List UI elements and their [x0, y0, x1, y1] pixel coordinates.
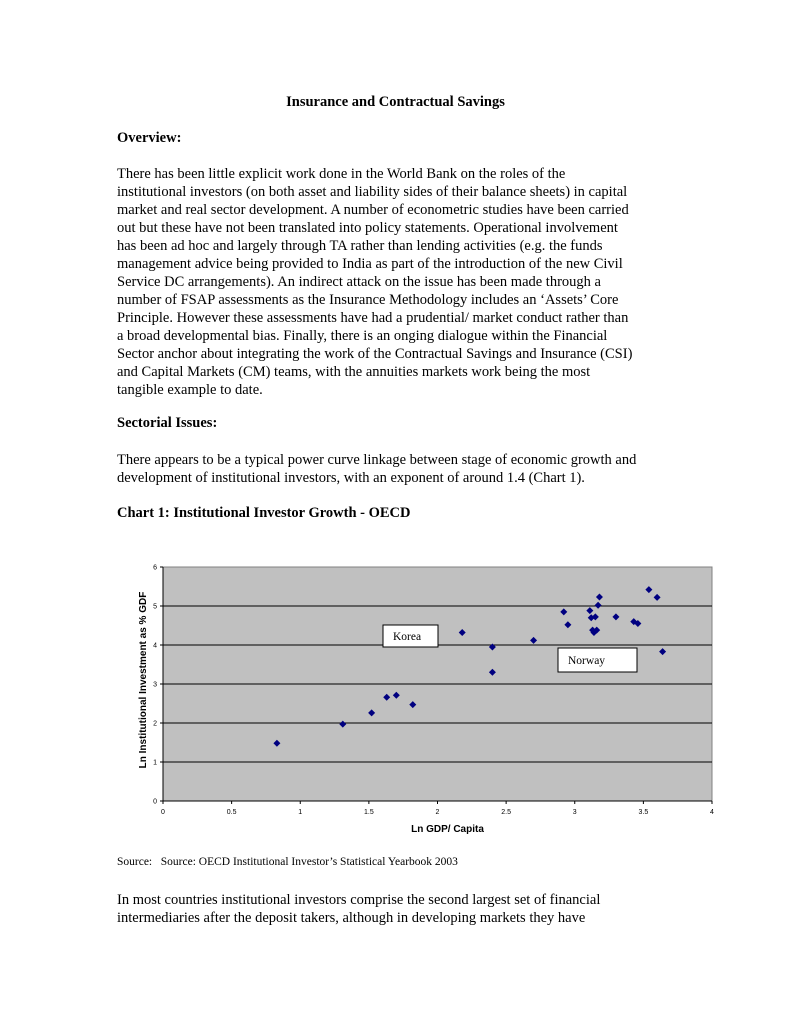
x-tick-label: 2.5	[501, 809, 511, 816]
y-tick-label: 3	[153, 681, 157, 689]
y-tick-label: 0	[153, 798, 157, 806]
overview-line: institutional investors (on both asset and liability sides of their balance sheets) in capital	[117, 184, 628, 200]
source-note	[117, 856, 458, 868]
annotation-label: Korea	[393, 631, 422, 643]
document-title: Insurance and Contractual Savings	[286, 94, 505, 110]
overview-line: market and real sector development. A number of econometric studies have been carried	[117, 202, 629, 218]
overview-line: Principle. However these assessments have had a prudential/ market conduct rather than	[117, 310, 629, 326]
x-tick-label: 2	[435, 809, 440, 816]
x-axis-title: Ln GDP/ Capita	[411, 824, 484, 835]
overview-line: has been ad hoc and largely through TA rather than lending activities (e.g. the funds	[117, 238, 603, 254]
y-tick-label: 4	[153, 642, 157, 650]
overview-line: a broad developmental bias. Finally, there is an onging dialogue within the Financial	[117, 328, 608, 344]
overview-line: There has been little explicit work done in the World Bank on the roles of the	[117, 166, 566, 182]
overview-line: Sector anchor about integrating the work of the Contractual Savings and Insurance (CSI)	[117, 346, 633, 362]
x-tick-label: 0.5	[226, 809, 237, 816]
y-tick-label: 5	[153, 603, 157, 611]
source-text: Source: OECD Institutional Investor’s Statistical Yearbook 2003	[160, 856, 458, 868]
closing-line: intermediaries after the deposit takers, although in developing markets they have	[117, 910, 586, 926]
x-tick-label: 4	[710, 809, 714, 816]
overview-heading: Overview:	[117, 130, 182, 146]
x-tick-label: 1	[298, 809, 303, 816]
sectorial-line: There appears to be a typical power curve linkage between stage of economic growth and	[117, 452, 637, 468]
x-tick-label: 3.5	[638, 809, 649, 816]
sectorial-line: development of institutional investors, with an exponent of around 1.4 (Chart 1).	[117, 470, 585, 486]
chart-heading: Chart 1: Institutional Investor Growth - OECD	[117, 505, 411, 521]
y-tick-label: 2	[153, 720, 157, 728]
closing-line: In most countries institutional investors comprise the second largest set of financial	[117, 892, 601, 908]
overview-line: and Capital Markets (CM) teams, with the annuities markets work being the most	[117, 364, 591, 380]
x-tick-label: 1.5	[364, 809, 374, 816]
x-tick-label: 3	[572, 809, 577, 816]
x-tick-label: 0	[161, 809, 165, 816]
overview-line: tangible example to date.	[117, 382, 263, 398]
y-axis-title: Ln Institutional Investment as % GDF	[138, 591, 149, 769]
closing-paragraph	[117, 891, 677, 927]
overview-line: out but these have not been translated into policy statements. Operational involvement	[117, 220, 618, 236]
source-label: Source:	[117, 856, 153, 868]
sectorial-heading: Sectorial Issues:	[117, 415, 218, 431]
overview-line: management advice being provided to India as part of the introduction of the new Civil	[117, 256, 623, 272]
annotation-label: Norway	[568, 655, 606, 667]
overview-line: number of FSAP assessments as the Insurance Methodology includes an ‘Assets’ Core	[117, 292, 619, 308]
y-tick-label: 6	[153, 564, 157, 572]
y-tick-label: 1	[153, 759, 157, 767]
overview-line: Service DC arrangements). An indirect attack on the issue has been made through a	[117, 274, 601, 290]
